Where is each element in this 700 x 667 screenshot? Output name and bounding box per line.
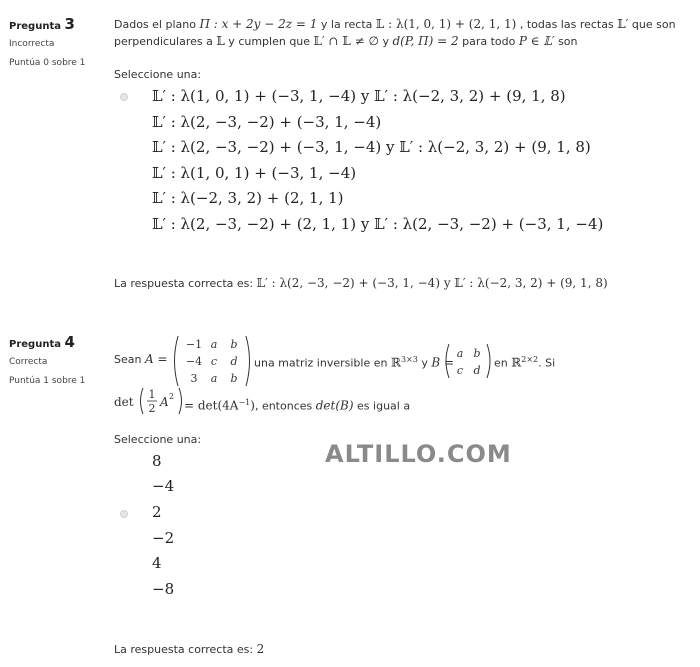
stem-math: d(P, Π) = 2 xyxy=(392,34,459,48)
question-4-option-2[interactable]: −4 xyxy=(152,477,175,495)
stem-text: para todo xyxy=(458,35,519,48)
matrix-a-cell: −4 xyxy=(185,355,203,368)
matrix-b-cell: d xyxy=(473,364,481,377)
stem-math: = det(4A xyxy=(184,398,239,413)
stem-text: , entonces xyxy=(254,399,316,413)
stem-math-sup: 2×2 xyxy=(521,355,539,364)
stem-text: . Si xyxy=(538,356,556,370)
stem-text-group xyxy=(494,351,555,372)
stem-text: y xyxy=(417,356,432,370)
matrix-b-cell: c xyxy=(456,364,464,377)
stem-math: B = xyxy=(431,355,455,370)
question-3-grade: Puntúa 0 sobre 1 xyxy=(9,58,86,68)
stem-text-group xyxy=(114,351,168,368)
question-3-option-2[interactable]: 𝕃′ : λ(2, −3, −2) + (−3, 1, −4) xyxy=(152,113,382,131)
stem-line-2 xyxy=(114,33,694,50)
matrix-a xyxy=(170,334,254,388)
stem-text: es igual a xyxy=(353,399,411,413)
stem-text: y xyxy=(378,35,393,48)
question-4-info xyxy=(9,333,104,386)
stem-math: 𝕃 : λ(1, 0, 1) + (2, 1, 1) xyxy=(375,17,517,31)
matrix-a-cell: a xyxy=(210,338,218,351)
question-label: Pregunta xyxy=(9,339,61,350)
exponent: 2 xyxy=(169,392,175,401)
answer-value: 𝕃′ : λ(2, −3, −2) + (−3, 1, −4) y 𝕃′ : λ(−2, 3, 2) + (9, 1, 8) xyxy=(256,276,608,290)
question-3-option-3[interactable]: 𝕃′ : λ(2, −3, −2) + (−3, 1, −4) y 𝕃′ : λ(−2, 3, 2) + (9, 1, 8) xyxy=(152,138,591,156)
question-3-correct-answer xyxy=(114,276,608,290)
stem-text: que son xyxy=(628,18,676,31)
stem-math: A = xyxy=(144,352,168,366)
question-4-option-3[interactable]: 2 xyxy=(152,503,162,521)
matrix-a-cell: −1 xyxy=(185,338,203,351)
stem-text: en xyxy=(494,356,512,370)
question-4-state: Correcta xyxy=(9,357,48,367)
question-3-option-1-radio[interactable] xyxy=(120,93,128,101)
question-3-stem xyxy=(114,16,694,50)
question-4-grade: Puntúa 1 sobre 1 xyxy=(9,376,86,386)
question-3-option-6[interactable]: 𝕃′ : λ(2, −3, −2) + (2, 1, 1) y 𝕃′ : λ(2, −3, −2) + (−3, 1, −4) xyxy=(152,215,604,233)
matrix-a-cell: a xyxy=(210,372,218,385)
stem-math: P ∈ 𝕃′ xyxy=(518,34,555,48)
matrix-a-symbol: A xyxy=(160,395,169,409)
question-4-stem-line-1 xyxy=(114,334,694,388)
question-3-info xyxy=(9,15,104,68)
question-4-option-3-radio[interactable] xyxy=(120,510,128,518)
stem-math: 𝕃′ ∩ 𝕃 ≠ ∅ xyxy=(313,34,379,48)
matrix-a-cell: b xyxy=(230,372,238,385)
question-3-state: Incorrecta xyxy=(9,39,55,49)
matrix-a-cell: 3 xyxy=(190,372,198,385)
stem-math: 𝕃 xyxy=(216,34,225,48)
stem-line-1 xyxy=(114,16,694,33)
question-label: Pregunta xyxy=(9,21,61,32)
watermark: ALTILLO.COM xyxy=(325,440,512,468)
stem-text: son xyxy=(554,35,578,48)
question-3-option-4[interactable]: 𝕃′ : λ(1, 0, 1) + (−3, 1, −4) xyxy=(152,164,357,182)
question-3-option-5[interactable]: 𝕃′ : λ(−2, 3, 2) + (2, 1, 1) xyxy=(152,189,344,207)
stem-math: det xyxy=(114,395,134,409)
fraction-denominator: 2 xyxy=(148,402,156,415)
question-4-option-1[interactable]: 8 xyxy=(152,452,162,470)
question-3-number xyxy=(9,15,104,33)
stem-math: det(B) xyxy=(315,398,354,413)
question-4-stem-line-2 xyxy=(114,386,694,416)
stem-text: y la recta xyxy=(317,18,376,31)
stem-math: Π : x + 2y − 2z = 1 xyxy=(199,17,318,31)
matrix-b xyxy=(442,342,494,380)
stem-text-group xyxy=(254,351,454,372)
stem-text: una matriz inversible en xyxy=(254,356,391,370)
matrix-a-cell: d xyxy=(230,355,238,368)
stem-text: y cumplen que xyxy=(224,35,314,48)
matrix-b-cell: a xyxy=(456,347,464,360)
stem-text: perpendiculares a xyxy=(114,35,217,48)
fraction-numerator: 1 xyxy=(148,388,156,401)
question-3-option-1[interactable]: 𝕃′ : λ(1, 0, 1) + (−3, 1, −4) y 𝕃′ : λ(−2, 3, 2) + (9, 1, 8) xyxy=(152,87,566,105)
matrix-a-cell: c xyxy=(210,355,218,368)
answer-label: La respuesta correcta es: xyxy=(114,277,254,290)
matrix-a-cell: b xyxy=(230,338,238,351)
question-4-select-label: Seleccione una: xyxy=(114,433,202,446)
stem-text: Sean xyxy=(114,353,145,366)
fraction-expression xyxy=(138,386,190,416)
question-number-value: 4 xyxy=(64,333,75,351)
stem-math: ℝ xyxy=(390,355,401,370)
question-number-value: 3 xyxy=(64,15,75,33)
question-4-number xyxy=(9,333,104,351)
stem-math: ℝ xyxy=(511,355,522,370)
stem-math: ) xyxy=(250,398,255,413)
stem-text: Dados el plano xyxy=(114,18,200,31)
stem-text: , todas las rectas xyxy=(516,18,618,31)
answer-value: 2 xyxy=(256,642,265,656)
question-4-option-4[interactable]: −2 xyxy=(152,529,175,547)
question-4-option-6[interactable]: −8 xyxy=(152,580,175,598)
stem-math-sup: 3×3 xyxy=(400,355,418,364)
answer-label: La respuesta correcta es: xyxy=(114,643,254,656)
stem-math-sup: −1 xyxy=(238,398,251,407)
stem-text-group xyxy=(184,394,410,415)
question-4-correct-answer xyxy=(114,642,264,656)
question-4-option-5[interactable]: 4 xyxy=(152,554,162,572)
question-3-select-label: Seleccione una: xyxy=(114,68,202,81)
matrix-b-cell: b xyxy=(473,347,481,360)
stem-math: 𝕃′ xyxy=(617,17,629,31)
